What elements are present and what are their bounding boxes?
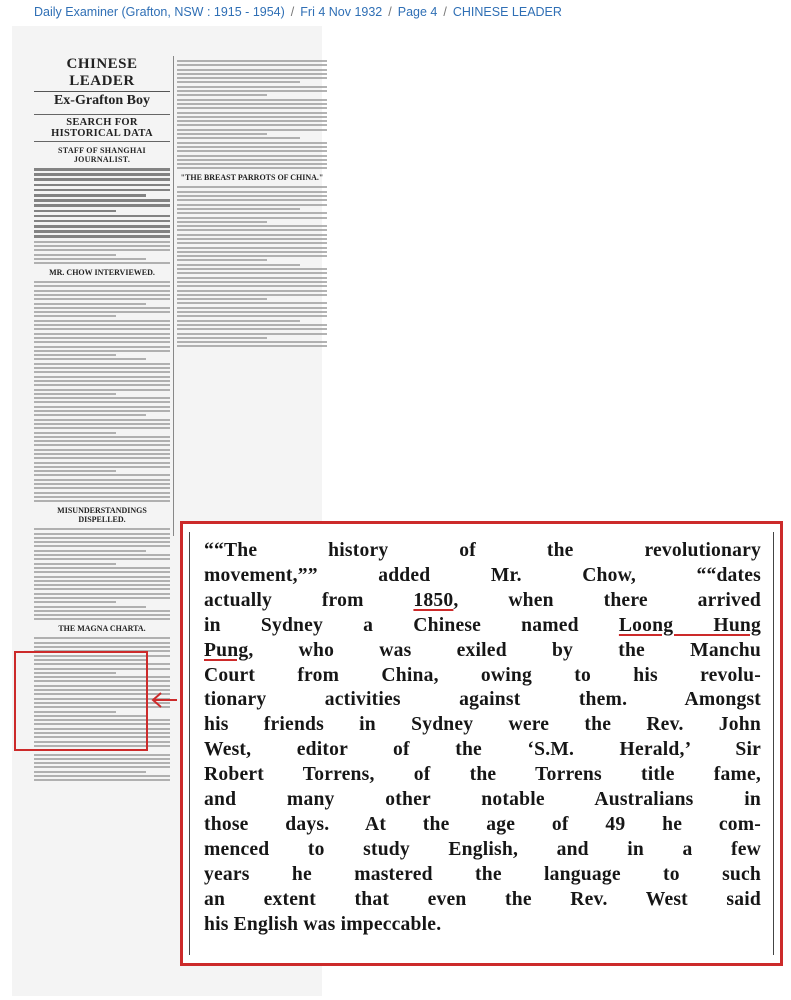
scan-text-line bbox=[34, 328, 170, 330]
scan-text-line bbox=[34, 444, 170, 446]
scan-text-line bbox=[34, 367, 170, 369]
scan-text-line bbox=[177, 208, 300, 210]
subhead-interview: MR. CHOW INTERVIEWED. bbox=[49, 268, 155, 278]
scan-text-line bbox=[34, 593, 170, 595]
scan-text-line bbox=[177, 264, 300, 266]
scan-text-line bbox=[34, 466, 170, 468]
scan-text-line bbox=[34, 457, 170, 459]
scan-text-line bbox=[34, 346, 170, 348]
scan-text-line bbox=[34, 225, 170, 228]
scan-text-line bbox=[34, 453, 170, 455]
scan-text-line bbox=[177, 259, 267, 261]
excerpt-line: and many other notable Australians in bbox=[204, 789, 761, 811]
scan-text-line bbox=[34, 563, 116, 565]
subhead-misunderstandings: MISUNDERSTANDINGS DISPELLED. bbox=[57, 506, 147, 525]
scan-text-line bbox=[34, 449, 170, 451]
scan-text-line bbox=[34, 393, 116, 395]
scan-text-line bbox=[34, 184, 170, 187]
scan-text-line bbox=[34, 290, 170, 292]
excerpt-line: those days. At the age of 49 he com- bbox=[204, 813, 761, 835]
scan-text-line bbox=[177, 234, 327, 236]
scan-text-line bbox=[34, 618, 170, 620]
scan-text-line bbox=[177, 251, 327, 253]
scan-text-line bbox=[34, 168, 170, 171]
scan-text-line bbox=[177, 238, 327, 240]
scan-text-line bbox=[177, 290, 327, 292]
scan-text-line bbox=[34, 558, 170, 560]
scan-text-line bbox=[177, 281, 327, 283]
scan-text-line bbox=[34, 440, 170, 442]
scan-text-line bbox=[177, 81, 300, 83]
scan-text-line bbox=[177, 324, 327, 326]
scan-text-line bbox=[34, 173, 170, 176]
scan-text-line bbox=[34, 500, 170, 502]
excerpt-line: tionary activities against them. Amongst bbox=[204, 689, 761, 711]
scan-text-line bbox=[34, 492, 170, 494]
zoomed-excerpt-text bbox=[204, 539, 761, 938]
scan-text-line bbox=[34, 584, 170, 586]
excerpt-line: ““The history of the revolutionary bbox=[204, 540, 761, 561]
scan-text-line bbox=[177, 69, 327, 71]
scan-text-line bbox=[34, 779, 170, 781]
scan-text-line bbox=[34, 550, 146, 552]
scan-text-line bbox=[177, 167, 327, 169]
scan-text-line bbox=[34, 436, 170, 438]
scan-text-line bbox=[177, 315, 327, 317]
scan-text-line bbox=[34, 571, 170, 573]
scan-text-line bbox=[177, 294, 327, 296]
scan-text-line bbox=[34, 254, 116, 256]
scan-text-line bbox=[34, 754, 170, 756]
scan-text-line bbox=[177, 124, 327, 126]
scan-text-line bbox=[34, 462, 170, 464]
scan-text-line bbox=[34, 771, 146, 773]
scan-text-line bbox=[34, 642, 170, 644]
scan-text-line bbox=[177, 64, 327, 66]
scan-text-line bbox=[34, 363, 170, 365]
scan-text-line bbox=[34, 350, 170, 352]
scan-text-line bbox=[34, 637, 170, 639]
scan-text-line bbox=[177, 120, 327, 122]
highlight-name-part-1: Loong Hung bbox=[618, 614, 762, 636]
scan-text-line bbox=[34, 215, 170, 218]
excerpt-line: actually from 1850, when there arrived bbox=[204, 589, 761, 611]
excerpt-line: his friends in Sydney were the Rev. John bbox=[204, 714, 761, 736]
scan-text-line bbox=[34, 406, 170, 408]
scan-text-line bbox=[34, 210, 116, 213]
scan-text-line bbox=[34, 324, 170, 326]
scan-text-line bbox=[177, 99, 327, 101]
scan-text-line bbox=[34, 576, 170, 578]
scan-text-line bbox=[177, 107, 327, 109]
scan-text-line bbox=[177, 337, 267, 339]
scan-text-line bbox=[177, 341, 327, 343]
scan-text-line bbox=[177, 311, 327, 313]
scan-text-line bbox=[34, 597, 170, 599]
article-text-block bbox=[177, 60, 327, 169]
breadcrumb-separator: / bbox=[290, 5, 295, 19]
scan-text-line bbox=[177, 94, 267, 96]
highlight-year: 1850 bbox=[413, 589, 454, 611]
scan-text-line bbox=[34, 384, 170, 386]
article-column-right bbox=[177, 56, 327, 350]
scan-text-line bbox=[34, 337, 170, 339]
excerpt-line: an extent that even the Rev. West said bbox=[204, 888, 761, 910]
scan-text-line bbox=[34, 380, 170, 382]
scan-text-line bbox=[34, 533, 170, 535]
breadcrumb bbox=[34, 5, 562, 19]
scan-text-line bbox=[34, 315, 116, 317]
scan-text-line bbox=[34, 220, 170, 223]
scan-text-line bbox=[34, 601, 116, 603]
excerpt-line: Robert Torrens, of the Torrens title fame, bbox=[204, 764, 761, 786]
excerpt-line: Court from China, owing to his revolu- bbox=[204, 664, 761, 686]
scan-text-line bbox=[34, 528, 170, 530]
scan-text-line bbox=[34, 249, 170, 251]
scan-text-line bbox=[34, 333, 170, 335]
scan-text-line bbox=[177, 328, 327, 330]
scan-text-line bbox=[177, 333, 327, 335]
excerpt-line: in Sydney a Chinese named Loong Hung bbox=[204, 614, 762, 636]
excerpt-line: movement,”” added Mr. Chow, ““dates bbox=[204, 564, 761, 586]
scan-text-line bbox=[177, 345, 327, 347]
scan-text-line bbox=[34, 311, 170, 313]
scan-text-line bbox=[34, 389, 170, 391]
scan-text-line bbox=[34, 545, 170, 547]
scan-text-line bbox=[177, 133, 267, 135]
scan-text-line bbox=[177, 247, 327, 249]
scan-text-line bbox=[177, 199, 327, 201]
subhead-magna-charta: THE MAGNA CHARTA. bbox=[58, 624, 146, 634]
excerpt-line: years he mastered the language to such bbox=[204, 863, 761, 885]
scan-text-line bbox=[34, 483, 170, 485]
scan-text-line bbox=[34, 397, 170, 399]
scan-text-line bbox=[177, 285, 327, 287]
breadcrumb-separator: / bbox=[443, 5, 447, 19]
scan-text-line bbox=[34, 470, 116, 472]
scan-text-line bbox=[177, 255, 327, 257]
article-deck: SEARCH FOR HISTORICAL DATA bbox=[34, 114, 170, 142]
zoomed-excerpt-panel bbox=[180, 521, 783, 966]
scan-text-line bbox=[177, 225, 327, 227]
scan-text-line bbox=[177, 112, 327, 114]
scan-text-line bbox=[177, 137, 300, 139]
scan-text-line bbox=[34, 320, 170, 322]
scan-text-line bbox=[34, 294, 170, 296]
scan-text-line bbox=[34, 541, 170, 543]
scan-text-line bbox=[34, 199, 170, 202]
scan-text-line bbox=[34, 354, 116, 356]
scan-text-line bbox=[34, 371, 170, 373]
scan-text-line bbox=[34, 423, 170, 425]
scan-text-line bbox=[34, 567, 170, 569]
scan-text-line bbox=[177, 90, 327, 92]
scan-text-line bbox=[177, 186, 327, 188]
scan-text-line bbox=[177, 221, 267, 223]
scan-text-line bbox=[177, 142, 327, 144]
scan-text-line bbox=[34, 241, 170, 243]
scan-text-line bbox=[34, 204, 170, 207]
scan-text-line bbox=[34, 427, 170, 429]
subhead-parrots: "THE BREAST PARROTS OF CHINA." bbox=[180, 173, 324, 183]
scan-text-line bbox=[177, 229, 327, 231]
scan-text-line bbox=[34, 766, 170, 768]
scan-text-line bbox=[34, 230, 170, 233]
article-text-block bbox=[34, 281, 170, 502]
scan-text-line bbox=[177, 129, 327, 131]
scan-text-line bbox=[177, 73, 327, 75]
excerpt-line: West, editor of the ‘S.M. Herald,’ Sir bbox=[204, 739, 761, 761]
scan-text-line bbox=[177, 60, 327, 62]
scan-text-line bbox=[34, 281, 170, 283]
breadcrumb-separator: / bbox=[388, 5, 392, 19]
scan-text-line bbox=[34, 235, 170, 238]
scan-text-line bbox=[34, 419, 170, 421]
scan-text-line bbox=[34, 414, 146, 416]
scan-text-line bbox=[34, 298, 170, 300]
scan-text-line bbox=[34, 474, 170, 476]
scan-text-line bbox=[177, 242, 327, 244]
scan-text-line bbox=[34, 178, 170, 181]
scan-text-line bbox=[34, 580, 170, 582]
scan-text-line bbox=[34, 775, 170, 777]
scan-text-line bbox=[34, 588, 170, 590]
breadcrumb-article-link[interactable]: CHINESE LEADER bbox=[452, 5, 562, 19]
breadcrumb-newspaper-link[interactable]: Daily Examiner (Grafton, NSW : 1915 - 1954) bbox=[34, 5, 285, 19]
scan-text-line bbox=[177, 302, 327, 304]
scan-text-line bbox=[177, 204, 327, 206]
article-byline: STAFF OF SHANGHAI JOURNALIST. bbox=[58, 146, 146, 164]
scan-text-line bbox=[34, 496, 170, 498]
scan-text-line bbox=[177, 217, 327, 219]
scan-text-line bbox=[34, 189, 170, 192]
scan-text-line bbox=[177, 298, 267, 300]
scan-text-line bbox=[177, 116, 327, 118]
scan-text-line bbox=[34, 610, 170, 612]
scan-text-line bbox=[34, 303, 146, 305]
zoomed-excerpt-column bbox=[189, 532, 774, 955]
article-text-block bbox=[34, 528, 170, 620]
highlight-name-part-2: Pung bbox=[204, 639, 249, 661]
scan-text-line bbox=[177, 195, 327, 197]
scan-text-line bbox=[34, 606, 146, 608]
scan-text-line bbox=[34, 245, 170, 247]
scan-text-line bbox=[34, 262, 170, 264]
scan-text-line bbox=[34, 358, 146, 360]
scan-text-line bbox=[177, 150, 327, 152]
scan-text-line bbox=[34, 432, 116, 434]
scan-text-line bbox=[177, 212, 327, 214]
scan-text-line bbox=[34, 341, 170, 343]
scan-text-line bbox=[177, 159, 327, 161]
scan-text-line bbox=[34, 479, 170, 481]
breadcrumb-page-link[interactable]: Page 4 bbox=[397, 5, 438, 19]
scan-text-line bbox=[177, 277, 327, 279]
scan-text-line bbox=[34, 614, 170, 616]
scan-text-line bbox=[34, 762, 170, 764]
excerpt-line: menced to study English, and in a few bbox=[204, 838, 761, 860]
highlighted-paragraph-box bbox=[14, 651, 148, 751]
scan-text-line bbox=[34, 758, 170, 760]
scan-text-line bbox=[177, 272, 327, 274]
article-text-block bbox=[177, 186, 327, 347]
scan-text-line bbox=[34, 194, 146, 197]
scan-text-line bbox=[34, 307, 170, 309]
arrow-left-icon bbox=[150, 690, 178, 710]
excerpt-line: his English was impeccable. bbox=[204, 913, 442, 935]
scan-text-line bbox=[177, 268, 327, 270]
breadcrumb-date-link[interactable]: Fri 4 Nov 1932 bbox=[300, 5, 383, 19]
excerpt-line: Pung, who was exiled by the Manchu bbox=[204, 639, 761, 661]
scan-text-line bbox=[34, 487, 170, 489]
scan-text-line bbox=[177, 320, 300, 322]
article-title: CHINESE LEADER bbox=[34, 56, 170, 92]
scan-text-line bbox=[34, 410, 170, 412]
scan-text-line bbox=[177, 163, 327, 165]
scan-text-line bbox=[34, 376, 170, 378]
scan-text-line bbox=[34, 258, 146, 260]
scan-text-line bbox=[34, 646, 170, 648]
scan-text-line bbox=[177, 103, 327, 105]
scan-text-line bbox=[177, 86, 327, 88]
scan-text-line bbox=[34, 554, 170, 556]
scan-text-line bbox=[34, 285, 170, 287]
scan-text-line bbox=[177, 307, 327, 309]
article-text-block bbox=[34, 168, 170, 264]
scan-text-line bbox=[177, 77, 327, 79]
scan-text-line bbox=[177, 146, 327, 148]
column-divider bbox=[173, 56, 174, 536]
scan-text-line bbox=[34, 401, 170, 403]
scan-text-line bbox=[177, 191, 327, 193]
scan-text-line bbox=[34, 537, 170, 539]
scan-text-line bbox=[177, 155, 327, 157]
article-subtitle: Ex-Grafton Boy bbox=[53, 93, 151, 108]
